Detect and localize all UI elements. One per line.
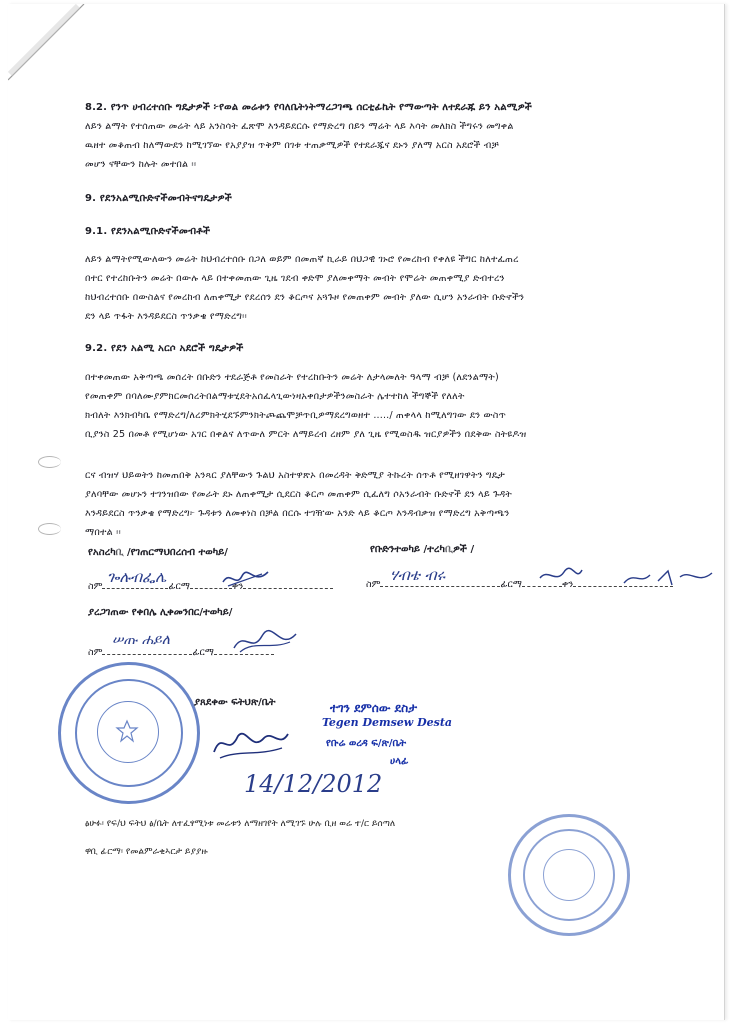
name-stamp-line-4: ሀላፊ (390, 756, 409, 767)
date-label: ቀን (231, 581, 244, 592)
footer-note-1: ፅሁፉ፡ የፍ/ህ ፍትህ ፅ/ቤት ለተፈፃሚነቱ መሬቱን ለማዘገየት ለሚገኙ ሁሉ ቢዘ ወሬ ተ/ር ይሰጣለ (85, 819, 396, 829)
name-label: ስም (88, 581, 103, 592)
text-line: በተር የተረከቡትን መሬት በውሉ ላይ በተቀመጠው ጊዜ ገደብ ቀድሞ ያለመቀማት መብት የሞሬት መጠቀሚያ ድብተረን (85, 273, 505, 284)
section-9-2-paragraph-a (85, 368, 685, 444)
kebele-chairman-label: ያረጋገጠው የቀበሌ ሊቀመንበር/ተወካይ/ (88, 607, 233, 618)
signature-label: ፊርማ (192, 647, 214, 658)
text-line: ከህብረተሰቡ በውስልና የመረከብ ለጠቀሚታ የደረሰን ደን ቆርጦና አጓጉዞ የመጠቀም መብት ያለው ሲሆን አንራብት ቡድኖችን (85, 292, 525, 303)
section-8-2-paragraph (85, 98, 685, 174)
handwritten-name-3: ሠጡ ሐይለ (112, 632, 170, 648)
handwritten-date-scribble (620, 567, 716, 589)
text-line: ያለባቸው መሆኑን ተገንዝበው የመራት ደኑ ለጠቀሚታ ሲደርስ ቆርጦ መጠቀም ሲፈለግ ሶአንራብት ቡድኖች ደን ላይ ጉዳት (85, 489, 513, 500)
text-line: እንዳይደርስ ጥንቃቄ የማድረግ፦ ጉዳቱን ለመቀነስ በቻል በርሱ ተገዥው አንድ ላይ ቆርጦ እንዳብቃዝ የማድረግ አቅጣጫን (85, 508, 510, 519)
text-line: ርና ብዝሃ ህይወትን ከመጠበቅ አንጻር ያለቸውን ጉልህ አስተዋጽኦ በመረዳት ቅድሚያ ትኩረት ሰጥቶ የሚዘገዋትን ግዴታ (85, 470, 505, 481)
round-official-stamp-left (58, 662, 200, 804)
section-9-heading: 9. የደንአልሚቡድኖችመብትናግዴታዎች (85, 193, 232, 204)
text-line: ዉዘተ መቆጠብ ከለማውደን ከሚገኘው የአያያዝ ጥቅም በገቱ ተጠቃሚዎች የተደራጁና ደኑን ያለማ አርስ አደሮች ብቻ (85, 140, 499, 151)
text-line: በተቀመጠው አቅጣጫ መሰረት በቡድን ተደራጅቶ የመስራት የተረከቡትን መሬት ለታላመለት ዓላማ ብቻ (ለደንልማት) (85, 372, 499, 383)
section-9-2-heading: 9.2. የደን አልሚ አርሶ አደሮች ግዴታዎች (85, 343, 244, 354)
handwritten-approval-date: 14/12/2012 (244, 770, 383, 798)
handwritten-signature-2 (538, 566, 584, 586)
document-page (8, 4, 725, 1020)
name-stamp-line-3: የቡሬ ወረዳ ፍ/ጽ/ቤት (326, 738, 407, 749)
name-stamp-line-2: Tegen Demsew Desta (322, 716, 453, 729)
name-label: ስም (366, 579, 381, 590)
handwritten-signature-3 (230, 624, 300, 658)
text-line: ቢያንስ 25 በመቶ የሚሆነው አገር በቀልና ለጥውለ ምርት ለማይረብ ረዘም ያለ ጊዜ የሚወስዱ ዝርያዎችን በደቅው ስትዩዶዝ (85, 429, 527, 440)
text-line: መሆን ናቸውን ከሉት መተበል ፡፡ (85, 159, 197, 170)
folded-corner (8, 4, 88, 84)
handwritten-signature-1 (220, 568, 272, 590)
justice-office-signature (208, 722, 292, 764)
footer-note-2: ዋቢ ፊርማ፡ የመልምራቂኣርታ ይያያዙ (85, 847, 208, 857)
text-line: የመጠቀም በባለሙያምክርመሰረትበልማቱሂደትአሰፈላጊውነዛአቀበታዎችንመስራት ሌተተከለ ችግኞች የለለት (85, 391, 465, 402)
signature-label: ፊርማ (168, 581, 190, 592)
handover-representative-label: የአስረካቢ /የገጠርማህበረሰብ ተወካይ/ (88, 547, 228, 558)
round-official-stamp-right (508, 814, 630, 936)
section-9-2-paragraph-b (85, 466, 685, 542)
text-line: ደን ላይ ጥፋት እንዳይደርስ ጥንቃቄ የማድረግ፡፡ (85, 311, 247, 322)
text-line: 8.2. የንጥ ሀብረተሰቡ ግዴታዎች ፦የወል መሬቱን የባለቤትነትማረጋገጫ ሰርቲፊኬት የማውጣት ለተደራጁ ይን አልሚዎች (85, 102, 533, 113)
section-9-1-heading: 9.1. የደንአልሚቡድኖችመብቶች (85, 226, 211, 237)
punch-hole-mark (38, 523, 61, 535)
name-label: ስም (88, 647, 103, 658)
receivers-representative-label: የቡድንተወካይ /ተረካቢዎች / (370, 544, 475, 555)
handwritten-name-2: ሃብቴ ብሩ (390, 566, 446, 584)
date-label: ቀን (561, 579, 574, 590)
section-9-1-paragraph (85, 250, 685, 326)
handwritten-name-1: ጐሉብፌሌ (107, 568, 167, 586)
punch-hole-mark (38, 456, 61, 468)
name-stamp-line-1: ተገን ደምሰው ደስታ (330, 701, 418, 715)
text-line: ማበተል ፡፡ (85, 527, 121, 538)
text-line: ለይን ልማት የተሰጠው መሬት ላይ አንስሳት ፈጽሞ እንዳይደርሱ የማድረግ በይን ማሬት ላይ እሳት መለክስ ችግሩን መግቀል (85, 121, 514, 132)
text-line: ክብለት እንክብካቤ የማድረግ/ለረምክትሂደኙምንክትጮጨሞቻጥቢዎማደረግወዘተ ...../ ጠቀላላ ከሚለግገው ደን ውስጥ (85, 410, 507, 421)
text-line: ለይን ልማትየሚውለውን መሬት ከህብረተሰቡ በጋለ ወይም በመጠኛ ኪራይ በህጋዊ ገኑሮ የመረከብ የቀለዩ ችግር ከለተፈጠረ (85, 254, 519, 265)
signature-label: ፊርማ (500, 579, 522, 590)
justice-office-label: ያጸደቀው ፍትህጽ/ቤት (194, 697, 276, 708)
